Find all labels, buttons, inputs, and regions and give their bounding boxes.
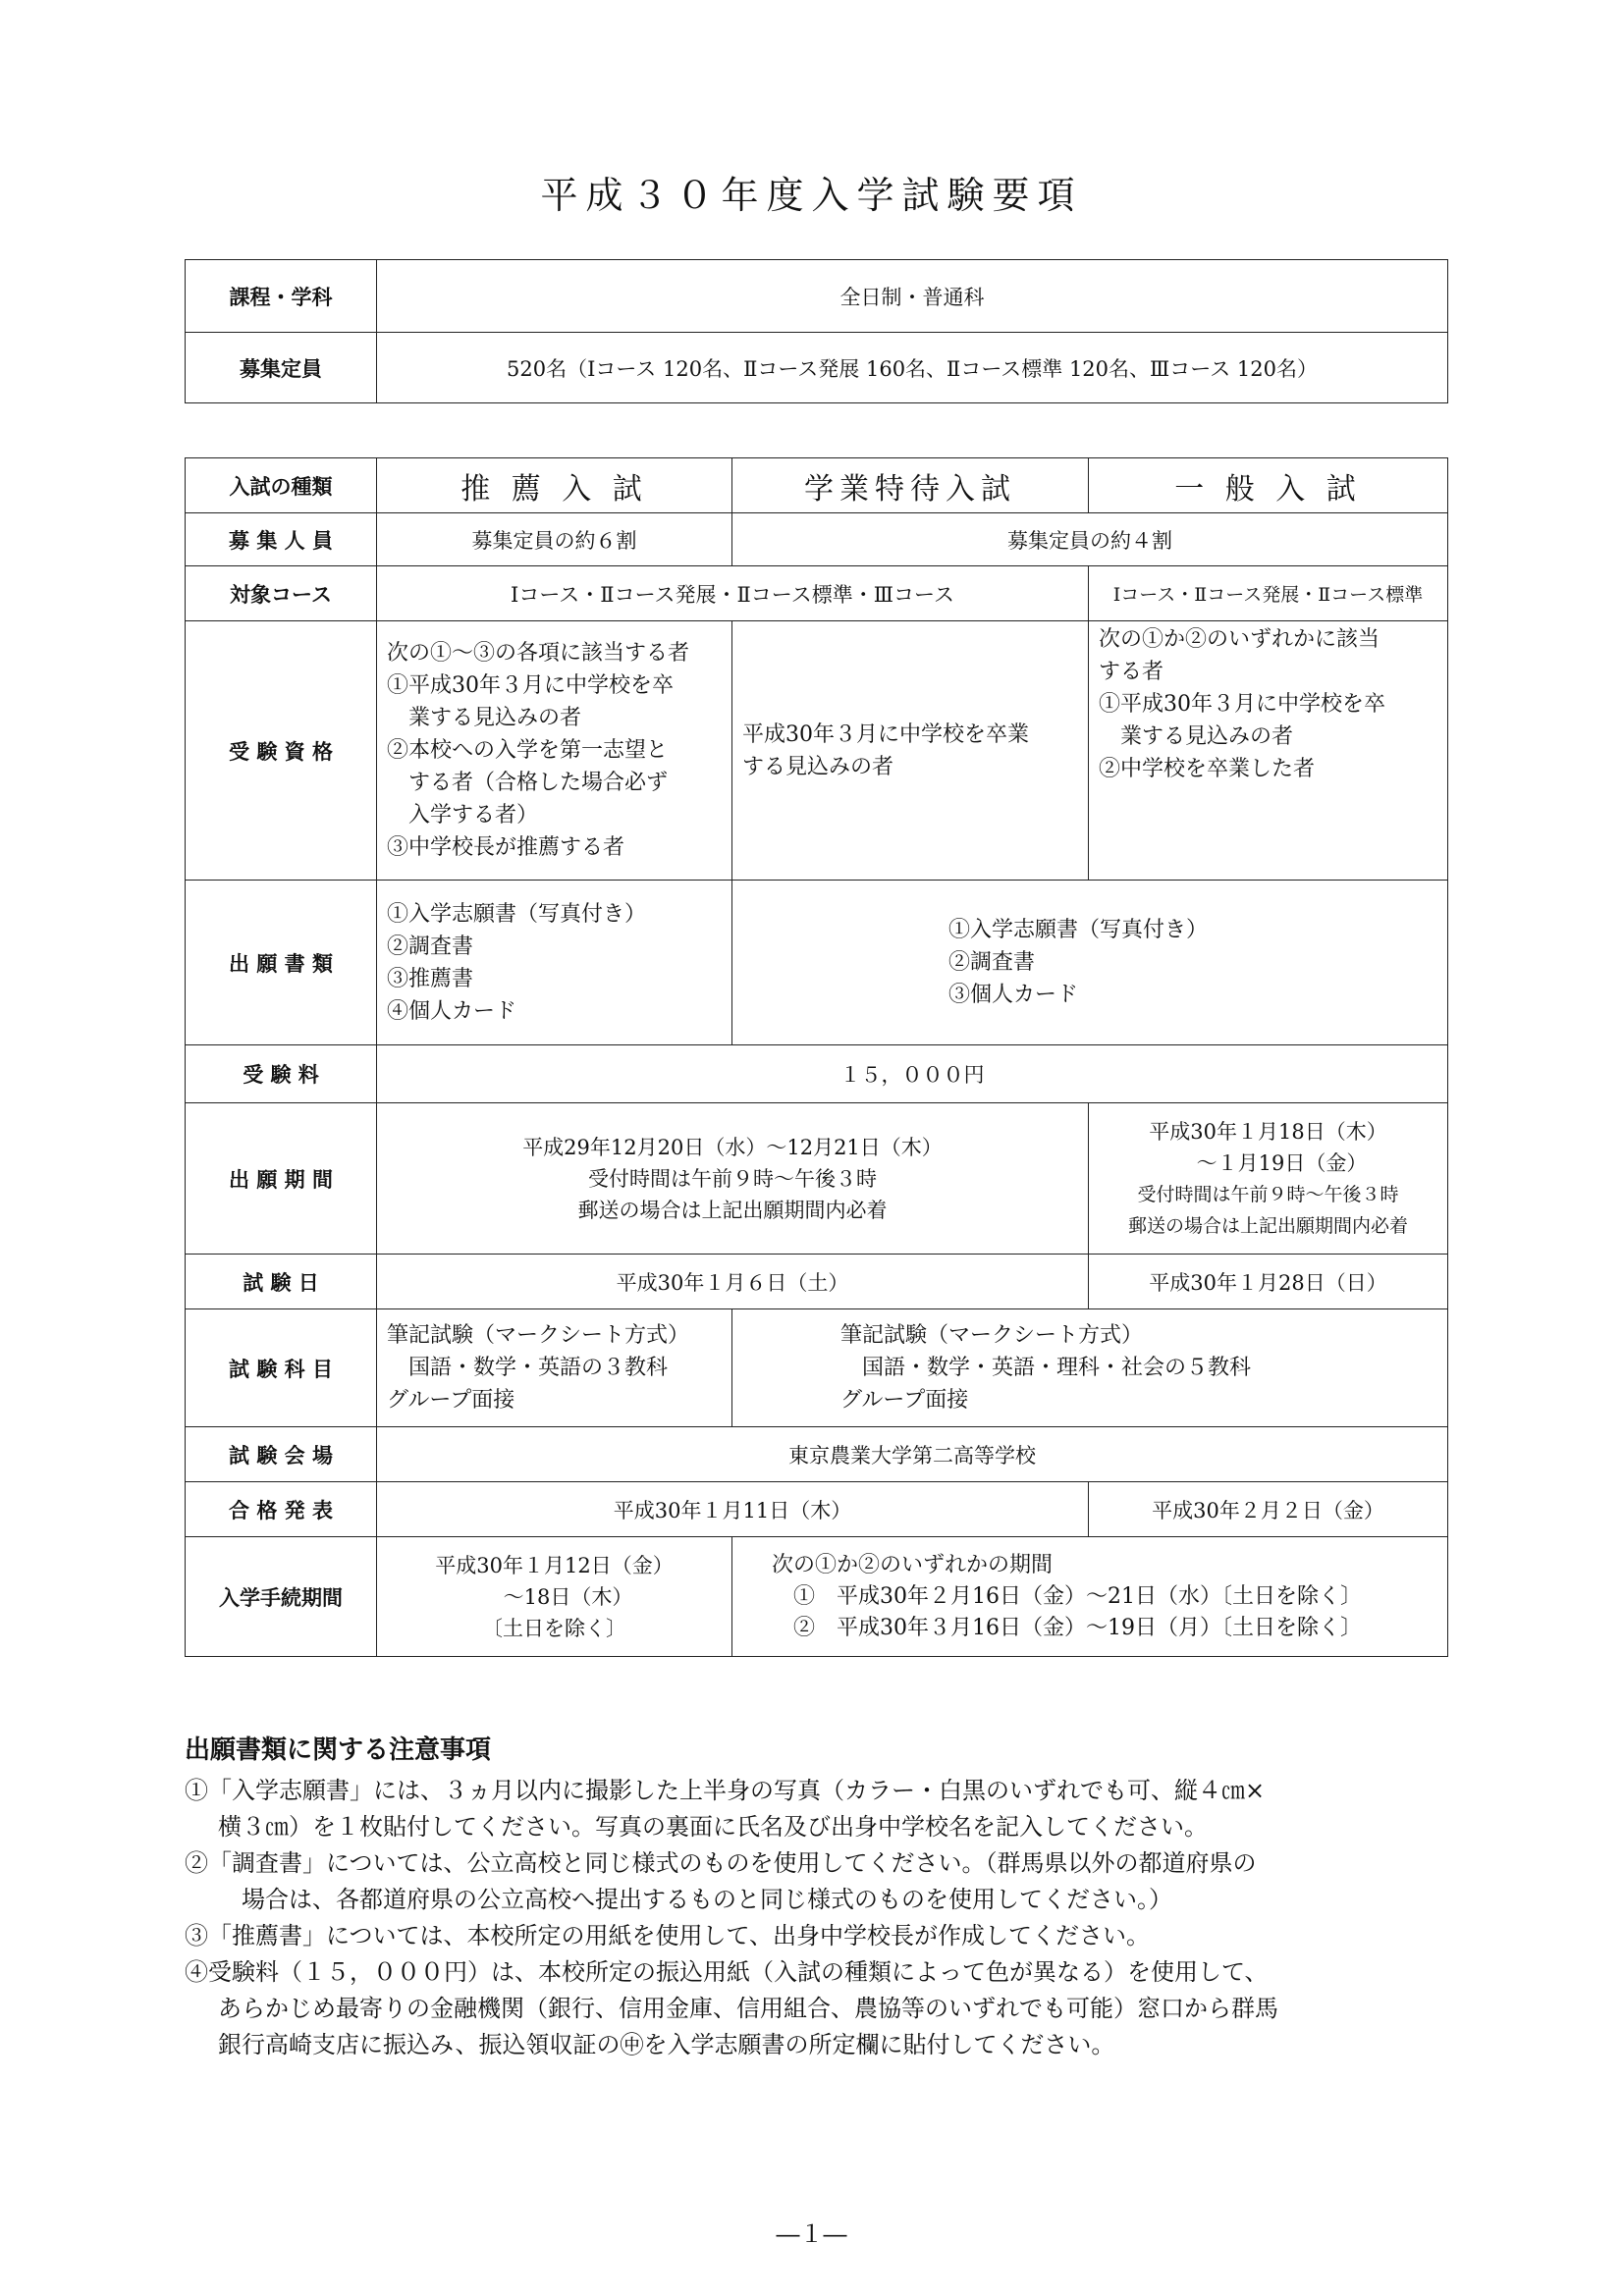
- boshu-suisen: 募集定員の約６割: [377, 513, 732, 566]
- exam-table: [185, 457, 1448, 1657]
- shikaku-suisen: 次の①～③の各項に該当する者 ①平成30年３月に中学校を卒 業する見込みの者 ②本校への入学を第一志望と する者（合格した場合必ず 入学する者） ③中学校長が推薦する者: [377, 621, 732, 881]
- notes-title: 出願書類に関する注意事項: [185, 1735, 492, 1765]
- course-target-label: 対象コース: [186, 566, 377, 621]
- date-main: 平成30年１月６日（土）: [377, 1255, 1089, 1309]
- date-ippan: 平成30年１月28日（日）: [1089, 1255, 1448, 1309]
- notes-section: [185, 1733, 1461, 2063]
- fee-label: 受 験 料: [186, 1045, 377, 1103]
- venue-label: 試 験 会 場: [186, 1427, 377, 1482]
- note-item-2: ②「調査書」については、公立高校と同じ様式のものを使用してください。（群馬県以外の都道府県の 場合は、各都道府県の公立高校へ提出するものと同じ様式のものを使用してください。）: [185, 1849, 1257, 1913]
- summary-table: [185, 259, 1448, 403]
- result-label: 合 格 発 表: [186, 1482, 377, 1537]
- fee-value: １５，０００円: [377, 1045, 1448, 1103]
- procedure-label: 入学手続期間: [186, 1537, 377, 1657]
- result-main: 平成30年１月11日（木）: [377, 1482, 1089, 1537]
- header-tokutai: 学業特待入試: [732, 458, 1089, 513]
- venue-value: 東京農業大学第二高等学校: [377, 1427, 1448, 1482]
- note-item-4: ④受験料（１５，０００円）は、本校所定の振込用紙（入試の種類によって色が異なる）を使用して、 あらかじめ最寄りの金融機関（銀行、信用金庫、信用組合、農協等のいずれでも可能）窓口から群馬 銀行高崎支店に振込み、振込領収証の㊥を入学志願書の所定欄に貼付してください。: [185, 1958, 1278, 2058]
- page-title: 平成３０年度入学試験要項: [540, 174, 1083, 217]
- procedure-other: 次の①か②のいずれかの期間 ① 平成30年２月16日（金）～21日（水）〔土日を除く〕 ② 平成30年３月16日（金）～19日（月）〔土日を除く〕: [732, 1537, 1448, 1657]
- course-value: 全日制・普通科: [377, 260, 1448, 333]
- shikaku-label: 受 験 資 格: [186, 621, 377, 881]
- date-label: 試 験 日: [186, 1255, 377, 1309]
- shikaku-ippan: 次の①か②のいずれかに該当 する者 ①平成30年３月に中学校を卒 業する見込みの者 ②中学校を卒業した者: [1089, 621, 1448, 881]
- subject-label: 試 験 科 目: [186, 1309, 377, 1427]
- header-ippan: 一 般 入 試: [1089, 458, 1448, 513]
- note-item-3: ③「推薦書」については、本校所定の用紙を使用して、出身中学校長が作成してください。: [185, 1922, 1151, 1949]
- kikan-label: 出 願 期 間: [186, 1103, 377, 1255]
- shorui-label: 出 願 書 類: [186, 881, 377, 1045]
- header-suisen: 推 薦 入 試: [377, 458, 732, 513]
- procedure-suisen: 平成30年１月12日（金） ～18日（木） 〔土日を除く〕: [377, 1537, 732, 1657]
- boshu-label: 募 集 人 員: [186, 513, 377, 566]
- page-number: ―１―: [776, 2220, 847, 2248]
- kikan-ippan: 平成30年１月18日（木） ～１月19日（金） 受付時間は午前９時～午後３時 郵送の場合は上記出願期間内必着: [1089, 1103, 1448, 1255]
- shorui-other: ①入学志願書（写真付き） ②調査書 ③個人カード: [732, 881, 1448, 1045]
- subject-other: 筆記試験（マークシート方式） 国語・数学・英語・理科・社会の５教科 グループ面接: [732, 1309, 1448, 1427]
- shikaku-tokutai: 平成30年３月に中学校を卒業 する見込みの者: [732, 621, 1089, 881]
- capacity-label: 募集定員: [186, 333, 377, 403]
- course-target-ippan: Ⅰコース・Ⅱコース発展・Ⅱコース標準: [1089, 566, 1448, 621]
- kikan-main: 平成29年12月20日（水）～12月21日（木） 受付時間は午前９時～午後３時 郵送の場合は上記出願期間内必着: [377, 1103, 1089, 1255]
- course-target-main: Ⅰコース・Ⅱコース発展・Ⅱコース標準・Ⅲコース: [377, 566, 1089, 621]
- note-item-1: ①「入学志願書」には、３ヵ月以内に撮影した上半身の写真（カラー・白黒のいずれでも可、縦４㎝× 横３㎝）を１枚貼付してください。写真の裏面に氏名及び出身中学校名を記入してください。: [185, 1777, 1266, 1841]
- shorui-suisen: ①入学志願書（写真付き） ②調査書 ③推薦書 ④個人カード: [377, 881, 732, 1045]
- boshu-other: 募集定員の約４割: [732, 513, 1448, 566]
- capacity-value: 520名（Ⅰコース 120名、Ⅱコース発展 160名、Ⅱコース標準 120名、Ⅲコース 120名）: [377, 333, 1448, 403]
- course-label: 課程・学科: [186, 260, 377, 333]
- subject-suisen: 筆記試験（マークシート方式） 国語・数学・英語の３教科 グループ面接: [377, 1309, 732, 1427]
- result-ippan: 平成30年２月２日（金）: [1089, 1482, 1448, 1537]
- exam-type-label: 入試の種類: [186, 458, 377, 513]
